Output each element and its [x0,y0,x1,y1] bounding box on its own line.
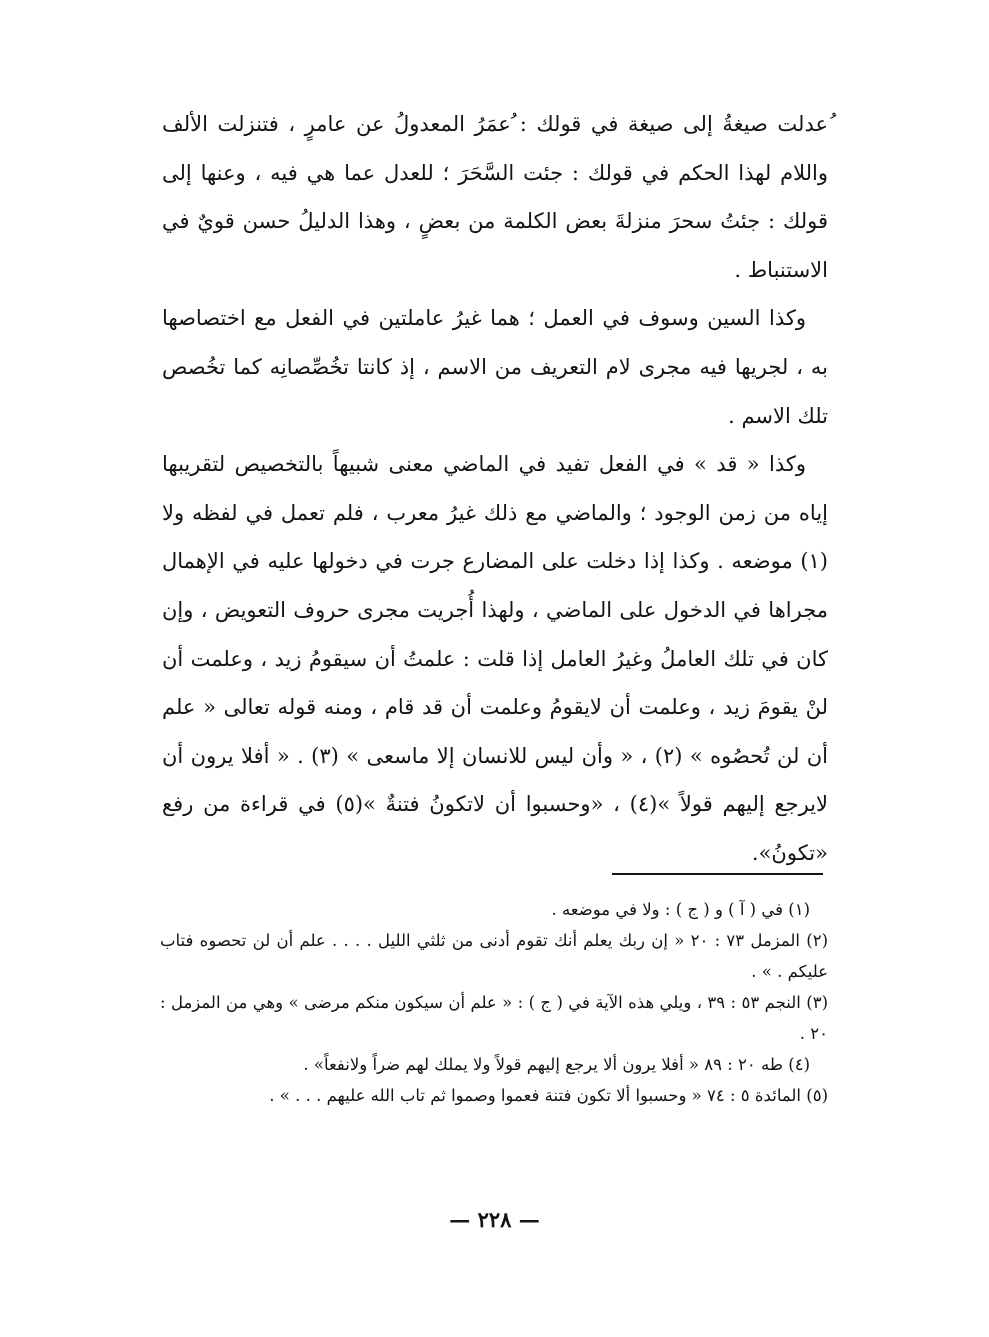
page-number: — ٢٢٨ — [449,1207,540,1232]
paragraph: ُعدلت صيغةُ إلى صيغة في قولك : ُعمَرُ المعدولُ عن عامرٍ ، فتنزلت الألف واللام لهذا الحكم في قولك : جئت السَّحَرَ ؛ للعدل عما هي فيه ، وعنها إلى قولك : جئتُ سحرَ منزلةَ بعض الكلمة من بعضٍ ، وهذا الدليلُ حسن قويٌ في الاستنباط . [162,112,828,282]
footnote: (٢) المزمل ٧٣ : ٢٠ « إن ربك يعلم أنك تقوم أدنى من ثلثي الليل . . . . علم أن لن تحصوه فتاب عليكم . » . [160,931,828,981]
main-text [162,100,828,878]
footnote: (٣) النجم ٥٣ : ٣٩ ، ويلي هذه الآية في ( ج ) : « علم أن سيكون منكم مرضى » وهي من المزمل : ٢٠ . [160,993,828,1043]
footnotes [160,894,828,1111]
footnote: (١) في ( آ ) و ( ج ) : ولا في موضعه . [551,900,810,919]
footnote: (٤) طه ٢٠ : ٨٩ « أفلا يرون ألا يرجع إليهم قولاً ولا يملك لهم ضراً ولانفعاً» . [303,1055,810,1074]
paragraph: وكذا السين وسوف في العمل ؛ هما غيرُ عاملتين في الفعل مع اختصاصها به ، لجريها فيه مجرى لام التعريف من الاسم ، إذ كانتا تخُصِّصانِه كما تخُصص تلك الاسم . [162,306,828,428]
footnote-divider [612,873,823,875]
paragraph: وكذا « قد » في الفعل تفيد في الماضي معنى شبيهاً بالتخصيص لتقريبها إياه من زمن الوجود ؛ والماضي مع ذلك غيرُ معرب ، فلم تعمل في لفظه ولا (١) موضعه . وكذا إذا دخلت على المضارع جرت في دخولها عليه في الإهمال مجراها في الدخول على الماضي ، ولهذا أُجريت مجرى حروف التعويض ، وإن كان في تلك العاملُ وغيرُ العامل إذا قلت : علمتُ أن سيقومُ زيد ، وعلمت أن لنْ يقومَ زيد ، وعلمت أن لايقومُ وعلمت أن قد قام ، ومنه قوله تعالى « علم أن لن تُحصُوه » (٢) ، « وأن ليس للانسان إلا ماسعى » (٣) . « أفلا يرون أن لايرجع إليهم قولاً »(٤) ، «وحسبوا أن لاتكونُ فتنةٌ »(٥) في قراءة من رفع «تكونُ». [162,452,828,865]
footnote: (٥) المائدة ٥ : ٧٤ « وحسبوا ألا تكون فتنة فعموا وصموا ثم تاب الله عليهم . . . » . [269,1086,828,1105]
